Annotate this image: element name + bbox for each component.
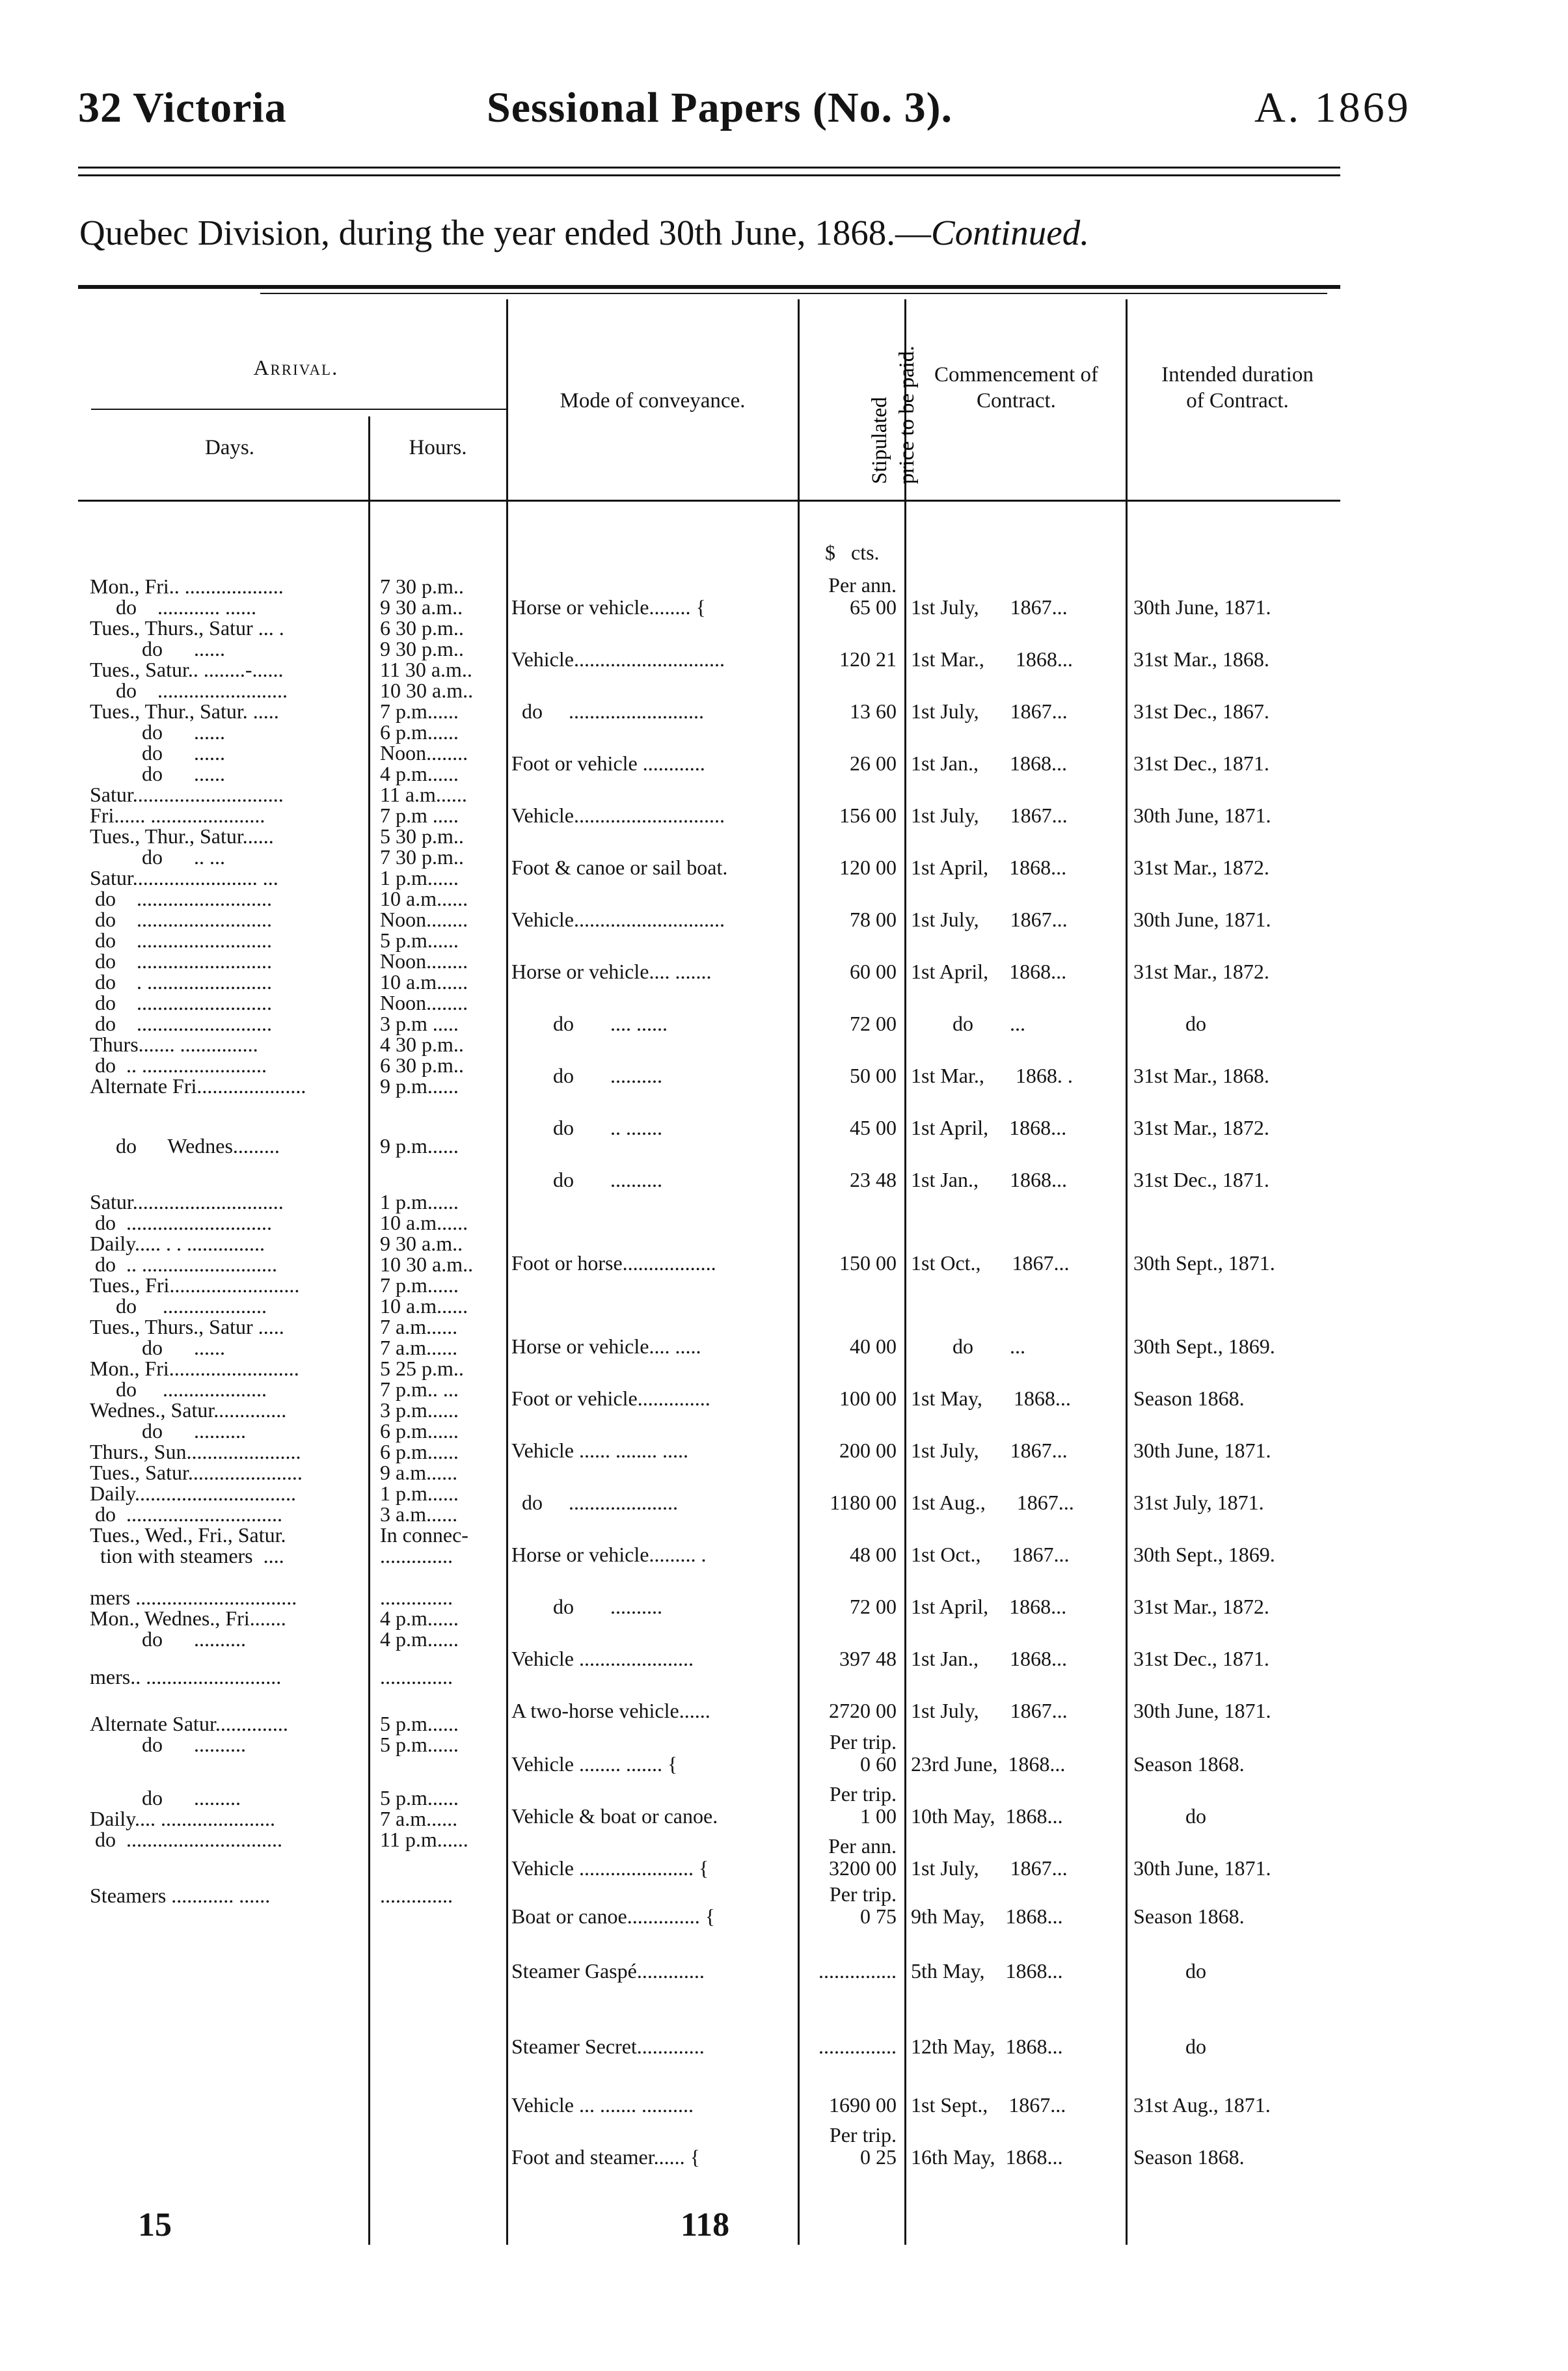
price-basis: Per ann. [828,1834,897,1858]
conveyance-mode: Foot or horse.................. [511,1251,716,1275]
arrival-hour: 7 p.m.. ... [380,1377,459,1401]
arrival-day: do .. .......................... [90,1253,277,1276]
col-divider-days-hours [368,416,370,2245]
stipulated-price: 65 00 [850,595,897,619]
arrival-day: Mon., Wednes., Fri....... [90,1606,286,1630]
contract-duration: 31st July, 1871. [1133,1491,1264,1514]
arrival-hour: 9 p.m...... [380,1134,459,1158]
contract-commencement: 1st July, 1867... [911,699,1068,723]
header-days: Days. [204,436,255,459]
conveyance-mode: do .......... [511,1168,662,1191]
arrival-day: do ............ ...... [90,595,256,619]
arrival-hour: 5 25 p.m.. [380,1357,464,1380]
stipulated-price: 1180 00 [830,1491,897,1514]
stipulated-price: 0 75 [860,1904,897,1928]
arrival-day: do ............................ [90,1211,272,1234]
arrival-hour: 9 30 a.m.. [380,1232,463,1255]
arrival-day: do Wednes......... [90,1134,280,1158]
contract-duration: 30th June, 1871. [1133,595,1271,619]
conveyance-mode: Horse or vehicle.... ..... [511,1335,701,1358]
arrival-hour: Noon........ [380,949,468,973]
arrival-day: do .......................... [90,908,272,931]
arrival-day: do ......................... [90,679,288,702]
arrival-hour: 6 p.m...... [380,1440,459,1463]
arrival-hour: 6 p.m...... [380,1419,459,1443]
arrival-day: Alternate Fri..................... [90,1074,306,1098]
header-bottom-rule [78,500,1340,502]
arrival-hour: In connec- [380,1523,468,1547]
arrival-hour: .............. [380,1665,453,1688]
contract-commencement: 1st Jan., 1868... [911,1647,1067,1670]
arrival-hour: 7 30 p.m.. [380,845,464,869]
contract-commencement: 1st Jan., 1868... [911,752,1067,775]
header-left: 32 Victoria [78,84,287,131]
stipulated-price: ............... [818,1959,897,1983]
conveyance-mode: Vehicle ........ ....... { [511,1752,678,1776]
arrival-day: Thurs....... ............... [90,1033,258,1056]
arrival-day: Fri...... ...................... [90,804,265,827]
contract-commencement: 1st Oct., 1867... [911,1251,1070,1275]
stipulated-price: 72 00 [850,1012,897,1035]
contract-commencement: 16th May, 1868... [911,2145,1063,2169]
contract-duration: 31st Dec., 1871. [1133,1168,1269,1191]
arrival-day: do .. ... [90,845,225,869]
arrival-day: Daily.... ...................... [90,1807,276,1830]
contract-commencement: 1st May, 1868... [911,1387,1071,1410]
arrival-day: Satur........................ ... [90,866,278,889]
stipulated-price: 13 60 [850,699,897,723]
arrival-day: do ...... [90,637,225,660]
stipulated-price: 150 00 [839,1251,897,1275]
col-divider-2 [798,299,800,2245]
contract-duration: 30th June, 1871. [1133,1856,1271,1880]
contract-commencement: 1st July, 1867... [911,1856,1068,1880]
arrival-hour: 5 p.m...... [380,1786,459,1809]
contract-commencement: 1st April, 1868... [911,1595,1067,1618]
contract-commencement: 1st July, 1867... [911,804,1068,827]
contract-commencement: 5th May, 1868... [911,1959,1063,1983]
contract-commencement: 1st July, 1867... [911,595,1068,619]
conveyance-mode: Vehicle............................. [511,804,725,827]
conveyance-mode: Foot or vehicle.............. [511,1387,710,1410]
arrival-hour: 4 p.m...... [380,762,459,785]
price-header-line2: price to be paid. [895,345,919,484]
conveyance-mode: Vehicle ...................... { [511,1856,709,1880]
conveyance-mode: Vehicle ...... ........ ..... [511,1439,688,1462]
header-hours: Hours. [409,436,467,459]
conveyance-mode: Steamer Secret............. [511,2035,705,2058]
arrival-day: Tues., Wed., Fri., Satur. [90,1523,286,1547]
arrival-underline [91,409,506,410]
arrival-day: do .......... [90,1419,246,1443]
conveyance-mode: do .......................... [511,699,704,723]
conveyance-mode: Foot or vehicle ............ [511,752,705,775]
price-basis: Per trip. [829,1730,897,1754]
contract-commencement: 1st Jan., 1868... [911,1168,1067,1191]
arrival-day: do .............................. [90,1502,282,1526]
arrival-hour: 7 a.m...... [380,1336,458,1359]
arrival-hour: 7 a.m...... [380,1315,458,1338]
arrival-hour: 11 a.m...... [380,783,467,806]
stipulated-price: 23 48 [850,1168,897,1191]
conveyance-mode: do ..................... [511,1491,678,1514]
contract-commencement: 1st July, 1867... [911,908,1068,931]
arrival-day: do .......................... [90,887,272,910]
contract-duration: 31st Mar., 1868. [1133,647,1269,671]
arrival-hour: 9 30 a.m.. [380,595,463,619]
header-mode: Mode of conveyance. [560,389,746,413]
arrival-hour: 4 30 p.m.. [380,1033,464,1056]
contract-commencement: 10th May, 1868... [911,1804,1063,1828]
contract-commencement: 1st April, 1868... [911,856,1067,879]
contract-duration: 31st Mar., 1872. [1133,960,1269,983]
arrival-day: do .......... [90,1627,246,1651]
contract-commencement: 1st April, 1868... [911,1116,1067,1139]
arrival-hour: 6 30 p.m.. [380,1053,464,1077]
contract-duration: 31st Aug., 1871. [1133,2093,1271,2117]
arrival-hour: 7 p.m...... [380,699,459,723]
arrival-hour: .............. [380,1586,453,1609]
stipulated-price: ............... [818,2035,897,2058]
arrival-day: Tues., Thurs., Satur ... . [90,616,284,640]
contract-commencement: 1st Sept., 1867... [911,2093,1066,2117]
contract-commencement: 1st Mar., 1868... [911,647,1073,671]
contract-duration: 31st Mar., 1872. [1133,1595,1269,1618]
price-header-line1: Stipulated [868,397,891,484]
duration-line1: Intended duration [1161,363,1314,386]
stipulated-price: 0 25 [860,2145,897,2169]
stipulated-price: 48 00 [850,1543,897,1566]
price-basis: Per trip. [829,1882,897,1906]
contract-duration: 31st Mar., 1868. [1133,1064,1269,1087]
arrival-day: do .......................... [90,928,272,952]
contract-duration: 30th Sept., 1871. [1133,1251,1275,1275]
arrival-day: Thurs., Sun...................... [90,1440,301,1463]
arrival-day: mers ............................... [90,1586,297,1609]
arrival-day: Mon., Fri......................... [90,1357,299,1380]
stipulated-price: 1 00 [860,1804,897,1828]
conveyance-mode: do .......... [511,1595,662,1618]
arrival-day: Tues., Satur.. ........-...... [90,658,284,681]
contract-commencement: 1st Oct., 1867... [911,1543,1070,1566]
stipulated-price: 3200 00 [829,1856,897,1880]
arrival-day: Wednes., Satur.............. [90,1398,287,1422]
arrival-day: do . ........................ [90,970,272,994]
contract-commencement: 1st Mar., 1868. . [911,1064,1073,1087]
conveyance-mode: Boat or canoe.............. { [511,1904,716,1928]
stipulated-price: 60 00 [850,960,897,983]
commencement-line2: Contract. [977,389,1056,413]
header-arrival: Arrival. [253,357,339,380]
stipulated-price: 156 00 [839,804,897,827]
contract-commencement: 1st July, 1867... [911,1699,1068,1722]
arrival-hour: 7 a.m...... [380,1807,458,1830]
header-rule-top [78,167,1340,169]
contract-duration: do [1133,1804,1206,1828]
conveyance-mode: Vehicle ... ....... .......... [511,2093,694,2117]
arrival-hour: .............. [380,1884,453,1907]
arrival-day: do ...... [90,1336,225,1359]
contract-duration: Season 1868. [1133,2145,1245,2169]
arrival-hour: 5 p.m...... [380,928,459,952]
conveyance-mode: do .. ....... [511,1116,662,1139]
stipulated-price: 397 48 [839,1647,897,1670]
arrival-hour: 3 p.m...... [380,1398,459,1422]
conveyance-mode: Vehicle & boat or canoe. [511,1804,718,1828]
col-divider-1 [506,299,508,2245]
table-top-rule [78,285,1340,289]
arrival-day: Tues., Thurs., Satur ..... [90,1315,284,1338]
col-divider-4 [1126,299,1128,2245]
arrival-hour: Noon........ [380,741,468,765]
arrival-hour: 3 p.m ..... [380,1012,459,1035]
header-center: Sessional Papers (No. 3). [487,84,953,131]
price-basis: Per ann. [828,573,897,597]
arrival-day: Alternate Satur.............. [90,1712,288,1735]
arrival-day: Tues., Fri......................... [90,1273,300,1297]
conveyance-mode: A two-horse vehicle...... [511,1699,710,1722]
arrival-hour: 1 p.m...... [380,1482,459,1505]
contract-duration: 30th June, 1871. [1133,908,1271,931]
contract-duration: Season 1868. [1133,1387,1245,1410]
arrival-hour: 11 p.m...... [380,1828,468,1851]
stipulated-price: 40 00 [850,1335,897,1358]
arrival-day: do .................... [90,1377,267,1401]
arrival-day: do ...... [90,720,225,744]
conveyance-mode: Vehicle............................. [511,908,725,931]
conveyance-mode: Foot & canoe or sail boat. [511,856,728,879]
arrival-day: do .......................... [90,949,272,973]
conveyance-mode: do .... ...... [511,1012,668,1035]
arrival-hour: 9 a.m...... [380,1461,458,1484]
contract-duration: 31st Dec., 1871. [1133,1647,1269,1670]
arrival-hour: 5 p.m...... [380,1733,459,1756]
conveyance-mode: Vehicle ...................... [511,1647,694,1670]
arrival-day: do .......................... [90,1012,272,1035]
arrival-hour: 10 30 a.m.. [380,679,474,702]
arrival-day: Tues., Thur., Satur...... [90,824,274,848]
conveyance-mode: Foot and steamer...... { [511,2145,700,2169]
contract-duration: 30th June, 1871. [1133,1439,1271,1462]
stipulated-price: 2720 00 [829,1699,897,1722]
arrival-hour: 5 30 p.m.. [380,824,464,848]
header-rule-bottom [78,174,1340,176]
arrival-day: do .................... [90,1294,267,1318]
contract-commencement: 12th May, 1868... [911,2035,1063,2058]
arrival-day: do ...... [90,762,225,785]
stipulated-price: 45 00 [850,1116,897,1139]
arrival-day: Daily............................... [90,1482,297,1505]
arrival-day: do ......... [90,1786,241,1809]
arrival-day: do .. ........................ [90,1053,267,1077]
stipulated-price: 120 00 [839,856,897,879]
arrival-hour: 7 30 p.m.. [380,575,464,598]
currency-label: $ cts. [825,541,880,564]
stipulated-price: 50 00 [850,1064,897,1087]
arrival-hour: 10 a.m...... [380,1294,468,1318]
arrival-hour: 11 30 a.m.. [380,658,472,681]
stipulated-price: 0 60 [860,1752,897,1776]
duration-line2: of Contract. [1186,389,1289,413]
stipulated-price: 72 00 [850,1595,897,1618]
contract-commencement: 9th May, 1868... [911,1904,1063,1928]
stipulated-price: 1690 00 [829,2093,897,2117]
conveyance-mode: Steamer Gaspé............. [511,1959,705,1983]
arrival-day: Steamers ............ ...... [90,1884,271,1907]
arrival-day: do ...... [90,741,225,765]
price-basis: Per trip. [829,2123,897,2147]
col-divider-3 [904,299,906,2245]
contract-commencement: do ... [911,1012,1025,1035]
contract-duration: do [1133,1959,1206,1983]
arrival-day: do .............................. [90,1828,282,1851]
arrival-hour: 1 p.m...... [380,866,459,889]
header-right: A. 1869 [1254,84,1411,131]
arrival-hour: Noon........ [380,991,468,1014]
stipulated-price: 120 21 [839,647,897,671]
contract-duration: 30th June, 1871. [1133,804,1271,827]
contract-commencement: 1st Aug., 1867... [911,1491,1074,1514]
table-top-rule-thin [260,293,1327,294]
arrival-hour: 9 30 p.m.. [380,637,464,660]
stipulated-price: 100 00 [839,1387,897,1410]
arrival-day: Tues., Thur., Satur. ..... [90,699,279,723]
arrival-day: Mon., Fri.. ................... [90,575,284,598]
contract-duration: 31st Dec., 1867. [1133,699,1269,723]
arrival-hour: 3 a.m...... [380,1502,458,1526]
arrival-day: Satur............................. [90,783,284,806]
arrival-hour: 6 p.m...... [380,720,459,744]
arrival-hour: 10 a.m...... [380,970,468,994]
header-commencement [906,362,1127,414]
arrival-hour: 9 p.m...... [380,1074,459,1098]
arrival-hour: Noon........ [380,908,468,931]
arrival-hour: 10 30 a.m.. [380,1253,474,1276]
arrival-day: do .......... [90,1733,246,1756]
contract-commencement: 1st April, 1868... [911,960,1067,983]
arrival-hour: 10 a.m...... [380,887,468,910]
arrival-hour: 7 p.m...... [380,1273,459,1297]
arrival-hour: 4 p.m...... [380,1606,459,1630]
footer-left: 15 [138,2206,172,2243]
contract-commencement: 1st July, 1867... [911,1439,1068,1462]
contract-duration: do [1133,2035,1206,2058]
contract-commencement: 23rd June, 1868... [911,1752,1066,1776]
arrival-day: Satur............................. [90,1190,284,1213]
arrival-day: do .......................... [90,991,272,1014]
conveyance-mode: do .......... [511,1064,662,1087]
contract-duration: 30th June, 1871. [1133,1699,1271,1722]
stipulated-price: 200 00 [839,1439,897,1462]
contract-duration: Season 1868. [1133,1904,1245,1928]
stipulated-price: 26 00 [850,752,897,775]
commencement-line1: Commencement of [934,363,1098,386]
table-subtitle: Quebec Division, during the year ended 30th June, 1868.—Continued. [79,213,1089,252]
contract-commencement: do ... [911,1335,1025,1358]
conveyance-mode: Horse or vehicle........ { [511,595,706,619]
contract-duration: 30th Sept., 1869. [1133,1543,1275,1566]
conveyance-mode: Vehicle............................. [511,647,725,671]
arrival-hour: 5 p.m...... [380,1712,459,1735]
arrival-hour: .............. [380,1544,453,1567]
footer-center: 118 [681,2206,730,2243]
arrival-hour: 4 p.m...... [380,1627,459,1651]
contract-duration: 30th Sept., 1869. [1133,1335,1275,1358]
arrival-hour: 10 a.m...... [380,1211,468,1234]
arrival-day: mers.. .......................... [90,1665,282,1688]
contract-duration: do [1133,1012,1206,1035]
contract-duration: 31st Mar., 1872. [1133,1116,1269,1139]
contract-duration: 31st Dec., 1871. [1133,752,1269,775]
arrival-hour: 7 p.m ..... [380,804,459,827]
contract-duration: 31st Mar., 1872. [1133,856,1269,879]
stipulated-price: 78 00 [850,908,897,931]
arrival-day: Daily..... . . ............... [90,1232,265,1255]
arrival-day: tion with steamers .... [90,1544,284,1567]
contract-duration: Season 1868. [1133,1752,1245,1776]
conveyance-mode: Horse or vehicle.... ....... [511,960,712,983]
arrival-hour: 1 p.m...... [380,1190,459,1213]
arrival-hour: 6 30 p.m.. [380,616,464,640]
conveyance-mode: Horse or vehicle......... . [511,1543,707,1566]
header-duration [1127,362,1348,414]
price-basis: Per trip. [829,1782,897,1806]
arrival-day: Tues., Satur...................... [90,1461,303,1484]
